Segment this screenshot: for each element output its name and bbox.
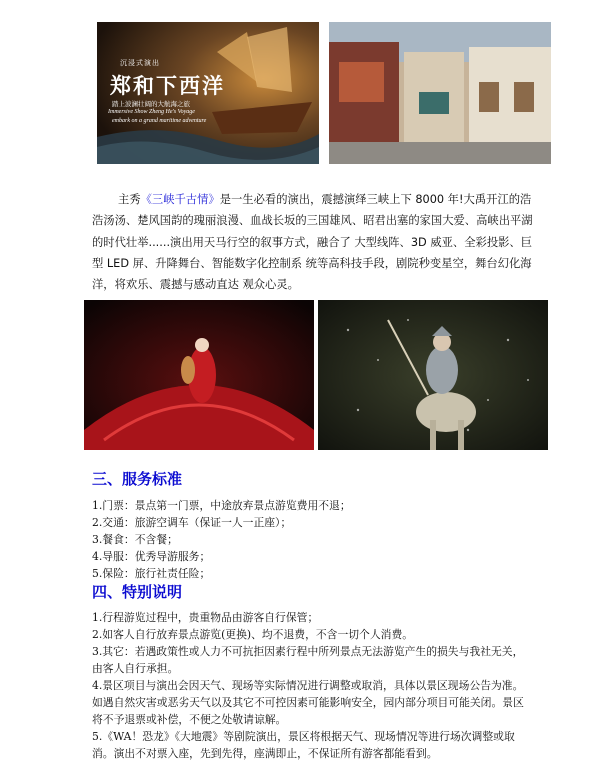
list-item: 1.行程游览过程中，贵重物品由游客自行保管； (92, 611, 319, 624)
service-standards-list (92, 497, 532, 582)
intro-prefix: 主秀 (118, 193, 141, 206)
list-item: 1.门票：景点第一门票，中途放弃景点游览费用不退； (92, 499, 351, 512)
service-standards-heading: 三、服务标准 (92, 470, 183, 488)
intro-body: 是一生必看的演出，震撼演绎三峡上下 8000 年!大禹开江的浩浩汤汤、楚风国韵的瑰丽浪漫、血战长坂的三国雄风、昭君出塞的家国大爱、高峡出平湖的时代壮举......演出用天马行空的叙事方式，融合了 大型线阵、3D 威亚、全彩投影、巨型 LED 屏、升降舞台、智能数字化控制系 统等高科技手段，剧院秒变星空，舞台幻化海洋，将欢乐、震撼与感动直达 观众心灵。 (92, 193, 533, 292)
list-item: 2.交通：旅游空调车（保证一人一正座）； (92, 516, 292, 529)
list-item: 4.景区项目与演出会因天气、现场等实际情况进行调整或取消，具体以景区现场公告为准。如遇自然灾害或恶劣天气以及其它不可控因素可能影响安全，园内部分项目可能关闭。景区将不予退票或补偿，不便之处敬请谅解。 (92, 679, 524, 726)
poster-subtitle-en-2: embark on a grand maritime adventure (112, 118, 207, 124)
poster-subtitle-cn: 踏上波澜壮阔的大航海之旅 (112, 100, 190, 108)
show-name-link: 《三峡千古情》 (140, 193, 220, 206)
general-on-horse-photo (318, 300, 548, 450)
list-item: 5.保险：旅行社责任险； (92, 567, 211, 580)
list-item: 3.其它：若遇政策性或人力不可抗拒因素行程中所列景点无法游览产生的损失与我社无关，由客人自行承担。 (92, 645, 524, 675)
list-item: 3.餐食：不含餐； (92, 533, 178, 546)
list-item: 2.如客人自行放弃景点游览(更换)、均不退费，不含一切个人消费。 (92, 628, 414, 641)
dancer-stage-photo (84, 300, 314, 450)
special-notes-heading: 四、特别说明 (92, 583, 183, 601)
special-notes-list (92, 609, 532, 762)
list-item: 5.《WA！恐龙》《大地震》等剧院演出，景区将根据天气、现场情况等进行场次调整或取消。演出不对票入座，先到先得，座满即止，不保证所有游客都能看到。 (92, 730, 515, 760)
poster-title: 郑和下西洋 (110, 73, 225, 98)
old-street-photo (329, 22, 551, 164)
poster-subtitle-en-1: Immersive Show Zheng He's Voyage (108, 109, 195, 115)
list-item: 4.导服：优秀导游服务； (92, 550, 211, 563)
poster-small-caption: 沉浸式演出 (120, 59, 160, 67)
intro-paragraph (92, 189, 542, 295)
